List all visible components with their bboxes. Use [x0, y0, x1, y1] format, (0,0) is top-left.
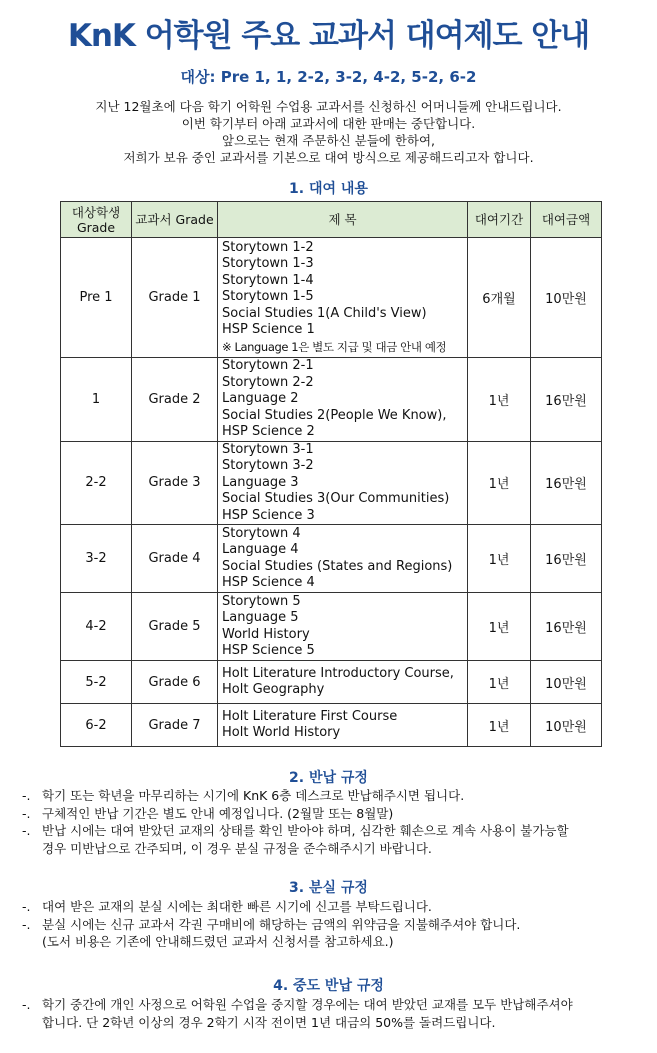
section-title-early-return: 4. 중도 반납 규정 — [273, 978, 384, 994]
book-title: Storytown 2-1 — [222, 358, 314, 373]
book-note: ※ Language 1은 별도 지급 및 대금 안내 예정 — [222, 339, 447, 354]
table-row — [61, 593, 602, 661]
bullet-mark: -. — [22, 899, 31, 914]
cell-fee: 10만원 — [531, 661, 602, 704]
header-subject: 제 목 — [218, 202, 468, 238]
table-row — [61, 238, 602, 358]
cell-student-grade: 5-2 — [61, 661, 132, 704]
cell-period: 1년 — [468, 525, 531, 593]
cell-textbook-grade: Grade 3 — [132, 441, 218, 525]
page-title: KnK 어학원 주요 교과서 대여제도 안내 — [67, 18, 590, 54]
cell-textbook-grade: Grade 7 — [132, 704, 218, 747]
cell-period: 1년 — [468, 358, 531, 442]
section-title-loss: 3. 분실 규정 — [289, 880, 368, 896]
cell-period: 1년 — [468, 593, 531, 661]
cell-student-grade: 4-2 — [61, 593, 132, 661]
book-title: Holt Geography — [222, 682, 325, 697]
book-title: Holt Literature First Course — [222, 708, 398, 724]
rule-item — [22, 916, 642, 951]
cell-period: 1년 — [468, 704, 531, 747]
cell-student-grade: 1 — [61, 358, 132, 442]
book-title: Social Studies 2(People We Know), — [222, 407, 447, 423]
book-title: HSP Science 3 — [222, 507, 315, 523]
cell-student-grade: 2-2 — [61, 441, 132, 525]
rule-item — [22, 805, 642, 823]
bullet-mark: -. — [22, 805, 31, 821]
cell-titles — [218, 704, 468, 747]
rule-text: 반납 시에는 대여 받았던 교재의 상태를 확인 받아야 하며, 심각한 훼손으로 계속 사용이 불가능할 경우 미반납으로 간주되며, 이 경우 분실 규정을 준수해주시기 바랍니다. — [42, 823, 569, 856]
section-title-return: 2. 반납 규정 — [289, 770, 368, 786]
bullet-mark: -. — [22, 997, 31, 1012]
intro-line: 저희가 보유 중인 교과서를 기본으로 대여 방식으로 제공해드리고자 합니다. — [123, 150, 534, 165]
rule-text: 학기 또는 학년을 마무리하는 시기에 KnK 6층 데스크로 반납해주시면 됩니다. — [42, 788, 465, 803]
cell-student-grade: Pre 1 — [61, 238, 132, 358]
book-title: Storytown 1-4 — [222, 272, 314, 288]
rule-item — [22, 787, 642, 805]
book-title: Social Studies 3(Our Communities) — [222, 491, 450, 506]
table-row — [61, 441, 602, 525]
cell-titles — [218, 441, 468, 525]
table-header-row — [61, 202, 602, 238]
cell-student-grade: 6-2 — [61, 704, 132, 747]
cell-textbook-grade: Grade 4 — [132, 525, 218, 593]
rule-text: 학기 중간에 개인 사정으로 어학원 수업을 중지할 경우에는 대여 받았던 교재를 모두 반납해주셔야 합니다. 단 2학년 이상의 경우 2학기 시작 전이면 1년 대금의 50%를 돌려드립니다. — [42, 997, 573, 1030]
book-title: HSP Science 2 — [222, 424, 315, 439]
header-fee: 대여금액 — [531, 202, 602, 238]
cell-fee: 16만원 — [531, 441, 602, 525]
table-row — [61, 704, 602, 747]
cell-titles — [218, 358, 468, 442]
book-title: Storytown 3-1 — [222, 441, 314, 457]
intro-line: 앞으로는 현재 주문하신 분들에 한하여, — [221, 133, 436, 148]
rule-item — [22, 996, 642, 1031]
cell-titles — [218, 661, 468, 704]
bullet-mark: -. — [22, 823, 31, 838]
book-title: Holt World History — [222, 725, 341, 740]
cell-textbook-grade: Grade 6 — [132, 661, 218, 704]
cell-fee: 10만원 — [531, 704, 602, 747]
cell-textbook-grade: Grade 1 — [132, 238, 218, 358]
intro-paragraph — [40, 98, 617, 166]
table-row — [61, 358, 602, 442]
cell-titles — [218, 593, 468, 661]
book-title: Language 4 — [222, 542, 299, 557]
book-title: Language 5 — [222, 610, 299, 625]
book-title: Language 2 — [222, 391, 299, 406]
rule-item — [22, 898, 642, 916]
book-title: Social Studies 1(A Child's View) — [222, 305, 427, 321]
book-title: Language 3 — [222, 474, 299, 490]
cell-textbook-grade: Grade 2 — [132, 358, 218, 442]
book-title: Social Studies (States and Regions) — [222, 558, 453, 574]
book-title: Holt Literature Introductory Course, — [222, 665, 454, 681]
cell-textbook-grade: Grade 5 — [132, 593, 218, 661]
header-period: 대여기간 — [468, 202, 531, 238]
cell-fee: 16만원 — [531, 525, 602, 593]
cell-student-grade: 3-2 — [61, 525, 132, 593]
book-title: Storytown 1-5 — [222, 289, 314, 305]
cell-titles — [218, 238, 468, 358]
early-return-rules-list — [22, 996, 642, 1031]
cell-fee: 16만원 — [531, 593, 602, 661]
cell-period: 1년 — [468, 661, 531, 704]
rule-text: 구체적인 반납 기간은 별도 안내 예정입니다. (2월말 또는 8월말) — [42, 805, 394, 821]
header-textbook-grade: 교과서 Grade — [132, 202, 218, 238]
bullet-mark: -. — [22, 788, 31, 803]
cell-titles — [218, 525, 468, 593]
book-title: Storytown 2-2 — [222, 374, 314, 390]
book-title: HSP Science 4 — [222, 575, 315, 590]
cell-period: 6개월 — [468, 238, 531, 358]
table-row — [61, 525, 602, 593]
book-title: Storytown 1-2 — [222, 239, 314, 255]
intro-line: 지난 12월초에 다음 학기 어학원 수업용 교과서를 신청하신 어머니들께 안내드립니다. — [95, 99, 562, 114]
rule-text: 분실 시에는 신규 교과서 각권 구매비에 해당하는 금액의 위약금을 지불해주셔야 합니다. (도서 비용은 기존에 안내해드렸던 교과서 신청서를 참고하세요.) — [42, 916, 521, 949]
table-row — [61, 661, 602, 704]
intro-line: 이번 학기부터 아래 교과서에 대한 판매는 중단합니다. — [181, 116, 476, 131]
book-title: HSP Science 5 — [222, 643, 315, 658]
rental-table — [60, 201, 602, 747]
rule-item — [22, 822, 642, 857]
book-title: Storytown 4 — [222, 525, 301, 541]
return-rules-list — [22, 787, 642, 857]
cell-fee: 16만원 — [531, 358, 602, 442]
book-title: Storytown 5 — [222, 593, 301, 609]
book-title: Storytown 3-2 — [222, 458, 314, 473]
book-title: Storytown 1-3 — [222, 256, 314, 272]
header-grade: 대상학생 Grade — [61, 202, 132, 238]
cell-fee: 10만원 — [531, 238, 602, 358]
section-title-rental: 1. 대여 내용 — [289, 181, 368, 197]
bullet-mark: -. — [22, 916, 31, 932]
cell-period: 1년 — [468, 441, 531, 525]
book-title: World History — [222, 626, 310, 642]
loss-rules-list — [22, 898, 642, 951]
rule-text: 대여 받은 교재의 분실 시에는 최대한 빠른 시기에 신고를 부탁드립니다. — [42, 899, 432, 914]
book-title: HSP Science 1 — [222, 322, 315, 338]
target-students: 대상: Pre 1, 1, 2-2, 3-2, 4-2, 5-2, 6-2 — [180, 68, 477, 86]
